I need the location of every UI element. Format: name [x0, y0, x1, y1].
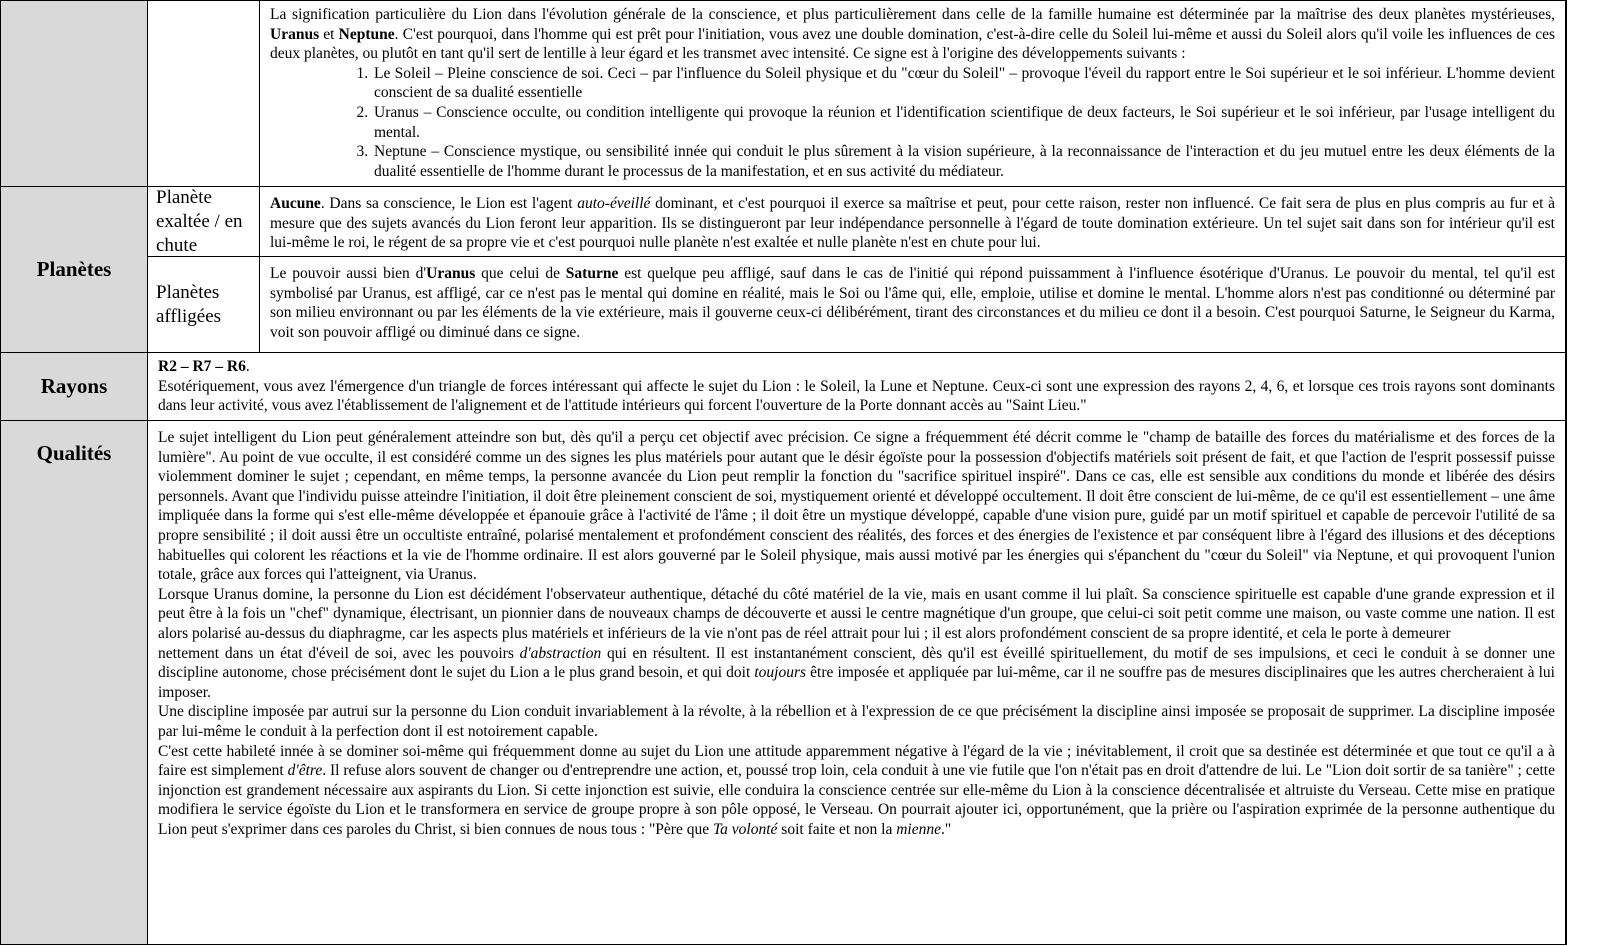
- list-item: 3. Neptune – Conscience mystique, ou sensibilité innée qui conduit le plus sûrement à la vision supérieure, à la reconnaissance de l'interaction et du jeu mutuel entre les deux éléments de la dualité essentielle de l'homme durant le processus de la manifestation, et en sus activité du médiateur.: [372, 142, 1555, 181]
- development-list: [270, 64, 1555, 182]
- intro-uranus: Uranus: [270, 25, 320, 43]
- sub-cell-empty-top: [148, 1, 260, 187]
- exaltee-text: Aucune. Dans sa conscience, le Lion est l'agent auto-éveillé dominant, et c'est pourquoi il exerce sa maîtrise et peut, pour cette raison, rester non influencé. Ce fait sera de plus en plus compris au fur et à mesure que des sujets avancés du Lion feront leur apparition. Ils se distingueront par leur indépendance personnelle à l'égard de toute domination extérieure. Un tel sujet sait dans son for intérieur qu'il est lui-même le roi, le régent de sa propre vie et c'est pourquoi nulle planète n'est exaltée et nulle planète n'est en chute pour lui.: [270, 195, 1555, 252]
- rayons-heading: R2 – R7 – R6.: [158, 358, 250, 375]
- qualites-label: Qualités: [1, 421, 148, 944]
- list-item: 2. Uranus – Conscience occulte, ou condition intelligente qui provoque la réunion et l'identification scientifique de deux facteurs, le Soi supérieur et le soi inférieur, par l'usage intelligent du mental.: [372, 103, 1555, 142]
- planetes-label: Planètes: [1, 187, 148, 353]
- qualites-paragraph-2: Lorsque Uranus domine, la personne du Lion est décidément l'observateur authentique, détaché du côté matériel de la vie, mais en usant comme il lui plaît. Sa conscience spirituelle est capable d'une grande expression et il peut être à la fois un "chef" dynamique, électrisant, un pionnier dans de nouveaux champs de découverte et aussi le centre magnétique d'un groupe, que celui-ci soit petit comme une maison, ou vaste comme une nation. Il est alors polarisé au-dessus du diaphragme, car les aspects plus matériels et inférieurs de la vie n'ont pas de réel attrait pour lui ; il est alors profondément conscient de sa propre identité, et cela le porte à demeurer: [158, 585, 1555, 642]
- qualites-paragraph-4: Une discipline imposée par autrui sur la personne du Lion conduit invariablement à la révolte, à la rébellion et à l'expression de ce que précisément la discipline ainsi imposée se proposait de supprimer. La discipline imposée par lui-même le conduit à la perfection dont il est notoirement capable.: [158, 703, 1555, 740]
- rayons-label: Rayons: [1, 353, 148, 421]
- intro-cell: [260, 1, 1566, 187]
- qualites-paragraph-3: nettement dans un état d'éveil de soi, avec les pouvoirs d'abstraction qui en résultent. Il est instantanément conscient, dès qu'il est éveillé spirituellement, du motif de ses impulsions, et ceci le conduit à se donner une discipline autonome, chose précisément dont le sujet du Lion a le plus grand besoin, et qui doit toujours être imposée et appliquée par lui-même, car il ne souffre pas de mesures disciplinaires que les autres chercheraient à lui imposer.: [158, 644, 1555, 701]
- rayons-text: Esotériquement, vous avez l'émergence d'un triangle de forces intéressant qui affecte le sujet du Lion : le Soleil, la Lune et Neptune. Ceux-ci sont une expression des rayons 2, 4, 6, et lorsque ces trois rayons sont dominants dans leur activité, vous avez l'établissement de l'alignement et de l'attitude intérieurs qui forcent l'ouverture de la Porte donnant accès au "Saint Lieu.": [158, 377, 1555, 415]
- rayons-cell: [148, 353, 1566, 421]
- affligees-cell: [260, 257, 1566, 353]
- qualites-paragraph-5: C'est cette habileté innée à se dominer soi-même qui fréquemment donne au sujet du Lion une attitude apparemment négative à l'égard de la vie ; inévitablement, il croit que sa destinée est déterminée et que tout ce qu'il a à faire est simplement d'être. Il refuse alors souvent de changer ou d'entreprendre une action, et, poussé trop loin, cela conduit à une vie futile que l'on n'était pas en droit d'attendre de lui. Le "Lion doit sortir de sa tanière" ; cette injonction est grandement nécessaire aux aspirants du Lion. Si cette injonction est suivie, elle conduira la conscience centrée sur elle-même du Lion à la conscience décentralisée et altruiste du Verseau. Cette mise en pratique modifiera le service égoïste du Lion et le transformera en service de groupe propre à son pôle opposé, le Verseau. On pourrait ajouter ici, opportunément, que la prière ou l'aspiration exprimée de la personne authentique du Lion peut s'exprimer dans ces paroles du Christ, si bien connues de nous tous : "Père que Ta volonté soit faite et non la mienne.": [158, 742, 1555, 838]
- intro-paragraph: La signification particulière du Lion dans l'évolution générale de la conscience, et plus particulièrement dans celle de la famille humaine est déterminée par la maîtrise des deux planètes mystérieuses, Uranus et Neptune. C'est pourquoi, dans l'homme qui est prêt pour l'initiation, vous avez une double domination, c'est-à-dire celle du Soleil lui-même et aussi du Soleil alors qu'il voile les influences de ces deux planètes, ou plutôt en tant qu'il sert de lentille à leur égard et les transmet avec intensité. Ce signe est à l'origine des développements suivants :: [270, 6, 1555, 63]
- affligees-label: Planètes affligées: [148, 257, 260, 353]
- exaltee-cell: [260, 187, 1566, 257]
- qualites-cell: [148, 421, 1566, 944]
- exaltee-label: Planète exaltée / en chute: [148, 187, 260, 257]
- list-item: 1. Le Soleil – Pleine conscience de soi. Ceci – par l'influence du Soleil physique et du "cœur du Soleil" – provoque l'éveil du rapport entre le Soi supérieur et le soi inférieur. L'homme devient conscient de sa dualité essentielle: [372, 64, 1555, 103]
- label-cell-empty-top: [1, 1, 148, 187]
- qualites-paragraph-1: Le sujet intelligent du Lion peut généralement atteindre son but, dès qu'il a perçu cet objectif avec précision. Ce signe a fréquemment été décrit comme le "champ de bataille des forces du matérialisme et des forces de la lumière". Au point de vue occulte, il est considéré comme un des signes les plus matériels pour autant que le désir égoïste pour la possession d'objectifs matériels soit présent de fait, et que l'action de l'esprit possessif puisse violemment dominer le sujet ; cependant, en même temps, la personne avancée du Lion peut remplir la fonction du "sacrifice spirituel inspiré". Dans ce cas, elle est sensible aux conditions du monde et libérée des désirs personnels. Avant que l'individu puisse atteindre l'initiation, il doit être pleinement conscient de soi, mystiquement orienté et développé occultement. Il doit être conscient de lui-même, de ce qu'il est essentiellement – une âme impliquée dans la forme qui s'est elle-même développée et épanouie grâce à l'activité de l'âme ; il doit être un mystique développé, capable d'une vision pure, guidé par un motif spirituel et capable de percevoir l'utilité de sa propre sensibilité ; il doit aussi être un occultiste entraîné, polarisé mentalement et profondément conscient des réalités, des forces et des énergies de l'existence et par conséquent libre à l'égard des illusions et des déceptions habituelles qui colorent les réactions et la vie de l'homme ordinaire. Il est alors gouverné par le Soleil physique, mais aussi motivé par les énergies qui s'épanchent du "cœur du Soleil" via Neptune, et qui provoquent l'union totale, grâce aux forces qui l'atteignent, via Uranus.: [158, 429, 1555, 584]
- intro-neptune: Neptune: [338, 25, 395, 43]
- affligees-text: Le pouvoir aussi bien d'Uranus que celui de Saturne est quelque peu affligé, sauf dans le cas de l'initié qui répond puissamment à l'influence ésotérique d'Uranus. Le pouvoir du mental, tel qu'il est symbolisé par Uranus, est affligé, car ce n'est pas le mental qui domine en réalité, mais le Soi ou l'âme qui, elle, emploie, utilise et domine le mental. L'homme alors n'est pas conditionné ou déterminé par son milieu environnant ou par les éléments de la vie extérieure, mais il gouverne ceux-ci délibérément, tirant des circonstances et du milieu ce dont il a besoin. C'est pourquoi Saturne, le Seigneur du Karma, voit son pouvoir affligé ou diminué dans ce signe.: [270, 265, 1555, 341]
